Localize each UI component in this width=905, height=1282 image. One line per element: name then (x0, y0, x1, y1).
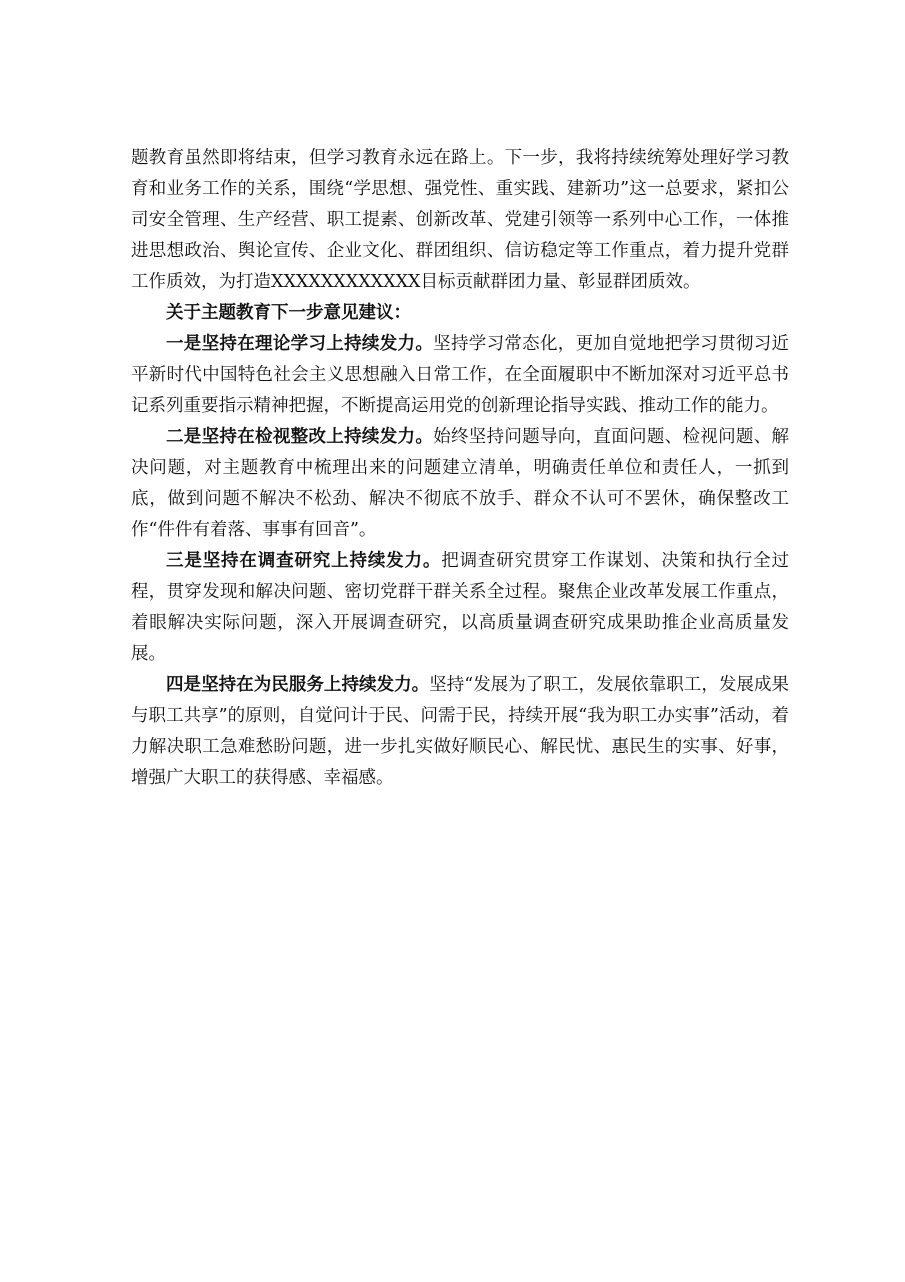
section-heading: 关于主题教育下一步意见建议： (166, 303, 411, 323)
suggestion-lead-2: 二是坚持在检视整改上持续发力。 (166, 427, 434, 447)
suggestion-lead-1: 一是坚持在理论学习上持续发力。 (166, 334, 434, 354)
suggestion-text-4: 坚持“发展为了职工，发展依靠职工，发展成果与职工共享”的原则，自觉问计于民、问需于民，持续开展“我为职工办实事”活动，着力解决职工急难愁盼问题，进一步扎实做好顺民心、解民忧、惠民生的实事、好事，增强广大职工的获得感、幸福感。 (131, 675, 790, 788)
intro-paragraph: 题教育虽然即将结束，但学习教育永远在路上。下一步，我将持续统筹处理好学习教育和业务工作的关系，围绕“学思想、强党性、重实践、建新功”这一总要求，紧扣公司安全管理、生产经营、职工提素、创新改革、党建引领等一系列中心工作，一体推进思想政治、舆论宣传、企业文化、群团组织、信访稳定等工作重点，着力提升党群工作质效，为打造XXXXXXXXXXXX目标贡献群团力量、彰显群团质效。 (131, 148, 789, 292)
suggestion-paragraph-4 (131, 670, 789, 794)
suggestion-paragraph-1 (131, 329, 789, 422)
suggestion-paragraph-2 (131, 422, 789, 546)
suggestion-text-2: 始终坚持问题导向，直面问题、检视问题、解决问题，对主题教育中梳理出来的问题建立清单，明确责任单位和责任人，一抓到底，做到问题不解决不松劲、解决不彻底不放手、群众不认可不罢休，确保整改工作“件件有着落、事事有回音”。 (131, 427, 790, 540)
suggestion-lead-4: 四是坚持在为民服务上持续发力。 (166, 675, 430, 695)
suggestion-lead-3: 三是坚持在调查研究上持续发力。 (166, 551, 442, 571)
document-body (131, 143, 789, 794)
suggestion-text-3: 把调查研究贯穿工作谋划、决策和执行全过程，贯穿发现和解决问题、密切党群干群关系全过程。聚焦企业改革发展工作重点，着眼解决实际问题，深入开展调查研究，以高质量调查研究成果助推企业高质量发展。 (131, 551, 790, 664)
suggestion-text-1: 坚持学习常态化，更加自觉地把学习贯彻习近平新时代中国特色社会主义思想融入日常工作，在全面履职中不断加深对习近平总书记系列重要指示精神把握，不断提高运用党的创新理论指导实践、推动工作的能力。 (131, 334, 790, 416)
suggestion-paragraph-3 (131, 546, 789, 670)
